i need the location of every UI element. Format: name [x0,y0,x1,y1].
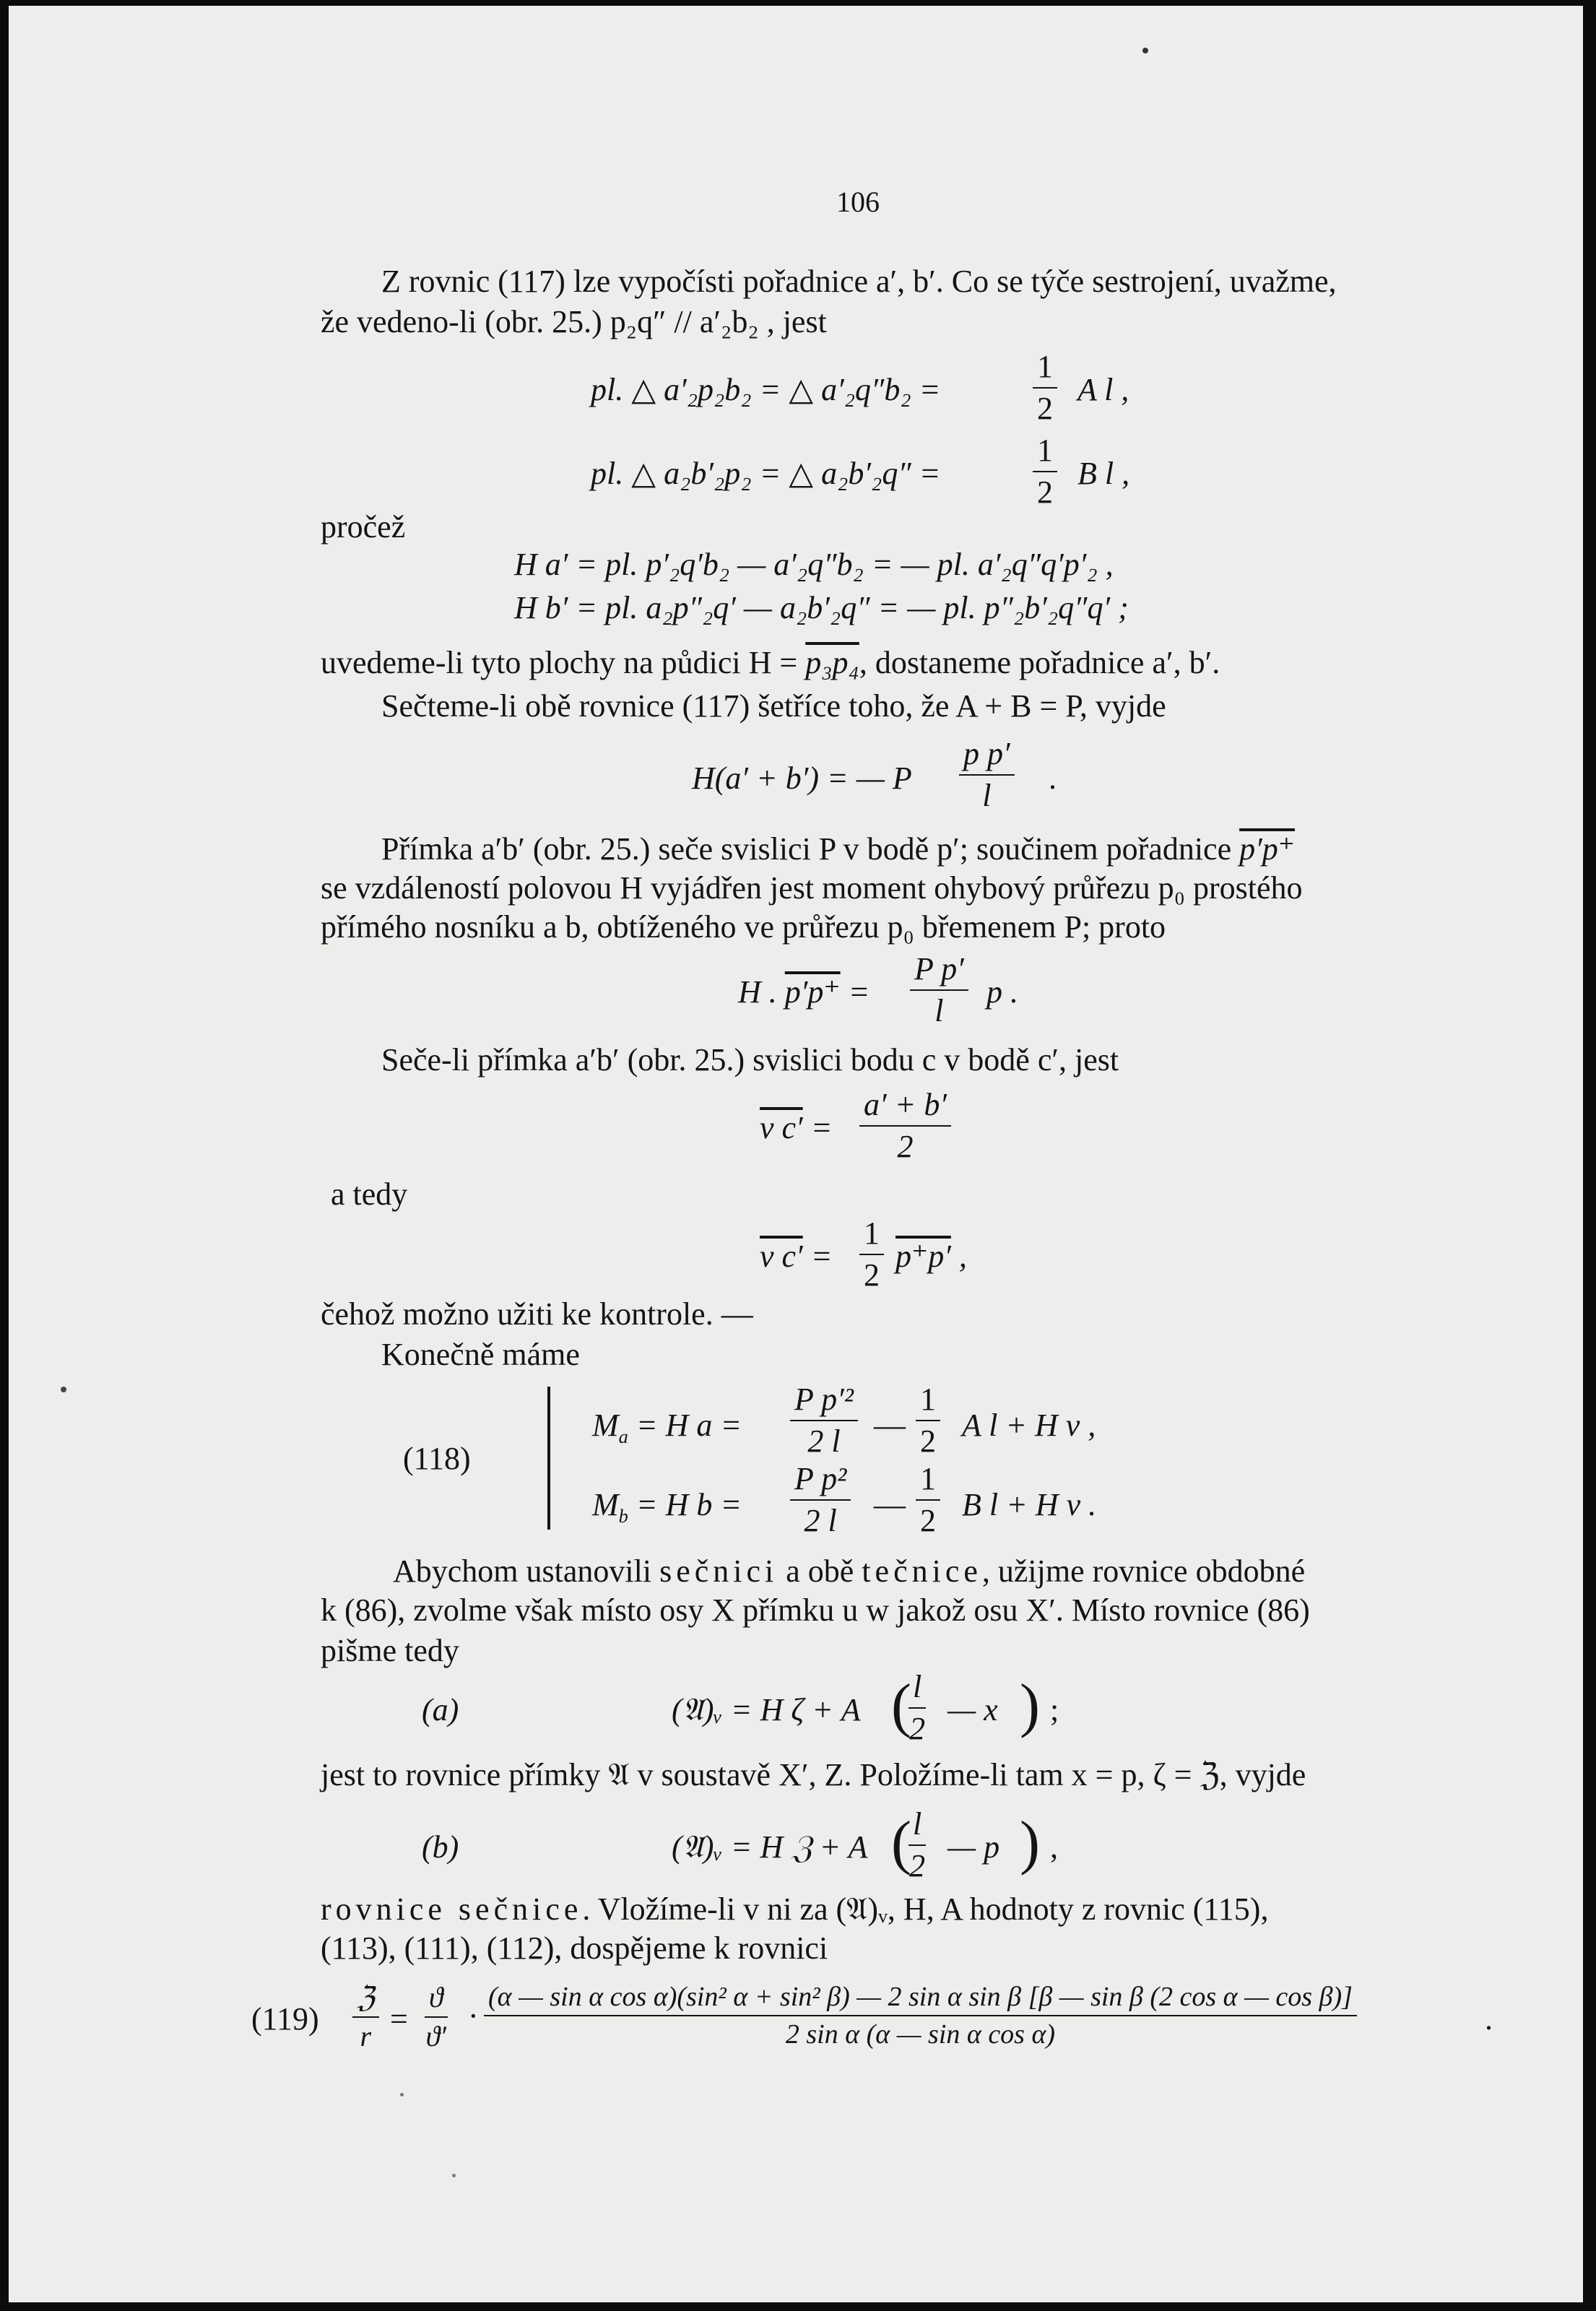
denominator: 2 [1037,474,1053,510]
numerator: p p′ [959,738,1015,776]
fraction [1033,435,1057,508]
equation-label: (a) [422,1692,459,1727]
left-paren: ( [891,1672,911,1739]
equation-hp [738,976,869,1008]
right-paren: ) [1020,1809,1040,1876]
equation-118b-lhs [592,1489,742,1525]
equation-label: (119) [251,2001,319,2037]
paragraph-line: Sečteme-li obě rovnice (117) šetříce toho, že A + B = P, vyjde [381,688,1166,724]
denominator: l [982,778,992,813]
fraction [484,1983,1357,2048]
paragraph-line: přímého nosníku a b, obtíženého ve průřezu p₀ břemenem P; proto [321,909,1166,945]
fraction [916,1384,940,1457]
numerator: ℨ [352,1983,379,2018]
fraction [790,1463,851,1537]
text: uvedeme-li tyto plochy na půdici H = [321,645,806,680]
equation-vc1 [760,1112,832,1144]
paragraph-line [393,1553,1306,1589]
paragraph-line: k (86), zvolme však místo osy X přímku u w jakož osu X′. Místo rovnice (86) [321,1592,1310,1628]
equation-118a-lhs [592,1410,742,1446]
paragraph-line [321,647,1220,679]
equation-label: (118) [403,1441,471,1476]
equals: = [810,1239,833,1274]
punctuation: . [1049,760,1057,796]
numerator: l [908,1808,926,1846]
minus: — [874,1487,906,1522]
minus: — [874,1408,906,1443]
denominator: 2 [1037,391,1053,426]
overlined-term: p′p⁺ [1239,831,1295,867]
fraction [1033,351,1057,425]
speck [400,2093,404,2097]
spaced-term: sečnici [659,1553,779,1589]
equation-118a-rhs: A l + H v , [962,1408,1096,1443]
text: a obě [778,1553,862,1589]
text: , užijme rovnice obdobné [981,1553,1306,1589]
paragraph-line: Z rovnic (117) lze vypočísti pořadnice a′, b′. Co se týče sestrojení, uvažme, [381,264,1337,299]
fraction [352,1983,379,2051]
left-paren: ( [891,1809,911,1876]
numerator: 1 [916,1384,940,1421]
denominator: 2 [920,1423,936,1459]
fraction [908,1671,926,1745]
paragraph-line: Konečně máme [381,1337,580,1372]
paragraph-line: (113), (111), (112), dospějeme k rovnici [321,1930,828,1966]
numerator: 1 [1033,435,1057,472]
subscript: a [618,1425,628,1447]
paragraph-line [321,1891,1269,1927]
subscript: b [618,1504,628,1527]
equals: = [390,2001,408,2037]
spaced-term: tečnice [862,1553,982,1589]
speck [1142,48,1148,53]
denominator: l [934,993,944,1028]
denominator: 2 [909,1848,926,1883]
paragraph-line [381,833,1295,865]
speck [61,1387,66,1392]
denominator: ϑ′ [425,2020,447,2052]
paragraph-line: jest to rovnice přímky 𝔄 v soustavě X′, Z. Položíme-li tam x = p, ζ = ℨ, vyjde [321,1757,1306,1792]
paragraph-line: pišme tedy [321,1633,459,1668]
denominator: 2 l [807,1423,841,1459]
symbol: M [592,1487,619,1522]
equation-ha: H a′ = pl. p′₂q′b₂ — a′₂q″b₂ = — pl. a′₂q″q′p′₂ , [514,547,1114,582]
equation-a-tail: — x [947,1692,998,1727]
punctuation: , [1050,1829,1058,1865]
equals: = [848,974,870,1010]
overlined-term: v c′ [760,1110,803,1145]
dot: · [468,1998,479,2034]
text: H . [738,974,777,1010]
numerator: ϑ [425,1983,448,2018]
denominator: 2 [897,1129,914,1164]
text: . Vložíme-li v ni za (𝔄)ᵥ, H, A hodnoty z rovnic (115), [582,1891,1269,1927]
denominator: 2 [864,1257,880,1293]
paragraph-line: čehož možno užiti ke kontrole. — [321,1296,753,1332]
equals: = [810,1110,833,1145]
numerator: (α — sin α cos α)(sin² α + sin² β) — 2 sin α sin β [β — sin β (2 cos α — cos β)] [484,1983,1357,2016]
punctuation: , [958,1239,967,1274]
numerator: 1 [1033,351,1057,389]
paragraph-line: Seče-li přímka a′b′ (obr. 25.) svislici bodu c v bodě c′, jest [381,1042,1119,1078]
paragraph-line: že vedeno-li (obr. 25.) p₂q″ // a′₂b₂ , jest [321,304,827,339]
brace [547,1387,550,1530]
fraction [916,1463,940,1537]
equation-pl1-lhs: pl. △ a′₂p₂b₂ = △ a′₂q″b₂ = [591,372,941,407]
fraction [425,1983,448,2051]
equation-pl2-lhs: pl. △ a₂b′₂p₂ = △ a₂b′₂q″ = [591,456,941,491]
denominator: r [360,2020,372,2052]
equation-vc2 [760,1241,832,1272]
overlined-term: p′p⁺ [784,974,841,1010]
paragraph-line: se vzdáleností polovou H vyjádřen jest moment ohybový průřezu p₀ prostého [321,870,1303,906]
equation-sum-lhs: H(a′ + b′) = — P [692,760,912,796]
phrase-a-tedy: a tedy [331,1176,408,1212]
numerator: 1 [859,1218,884,1255]
numerator: l [908,1671,926,1709]
overlined-term: p₃p₄ [805,645,859,680]
page-number: 106 [836,186,880,218]
book-page [9,6,1583,2302]
fraction [790,1384,858,1457]
fraction [859,1215,884,1293]
equation-b-tail: — p [947,1829,1000,1865]
text: , dostaneme pořadnice a′, b′. [859,645,1220,680]
equation-hb: H b′ = pl. a₂p″₂q′ — a₂b′₂q″ = — pl. p″₂b′₂q″q′ ; [514,590,1129,625]
speck [452,2174,456,2177]
fraction [908,1808,926,1882]
equation-label: (b) [422,1829,459,1865]
punctuation: . [1485,2001,1493,2037]
equation-pl1-rhs: A l , [1077,372,1129,407]
numerator: P p′² [790,1384,858,1421]
denominator: 2 [909,1711,926,1746]
word-procez: pročež [321,509,406,545]
equation-pl2-rhs: B l , [1077,456,1130,491]
text: Přímka a′b′ (obr. 25.) seče svislici P v bodě p′; součinem pořadnice [381,831,1240,867]
numerator: P p′ [910,953,968,991]
fraction [959,738,1015,812]
fraction [859,1089,951,1163]
equation-tail: p . [986,974,1018,1010]
numerator: P p² [790,1463,851,1501]
denominator: 2 sin α (α — sin α cos α) [785,2019,1056,2050]
numerator: a′ + b′ [859,1089,951,1127]
denominator: 2 l [804,1503,837,1538]
denominator: 2 [920,1503,936,1538]
equation-b-lhs: (𝔄)ᵥ = H ℨ + A [672,1829,868,1865]
punctuation: ; [1050,1692,1059,1727]
overlined-term: p⁺p′ [895,1239,951,1274]
text: = H a = [628,1408,742,1443]
text: = H b = [628,1487,742,1522]
right-paren: ) [1020,1672,1040,1739]
overlined-term: v c′ [760,1239,803,1274]
symbol: M [592,1408,619,1443]
equation-118b-rhs: B l + H v . [962,1487,1097,1522]
text: Abychom ustanovili [393,1553,660,1589]
numerator: 1 [916,1463,940,1501]
spaced-term: rovnice sečnice [321,1891,583,1927]
equation-vc2-tail [895,1241,967,1272]
equation-a-lhs: (𝔄)ᵥ = H ζ + A [672,1692,861,1727]
fraction [910,953,968,1027]
